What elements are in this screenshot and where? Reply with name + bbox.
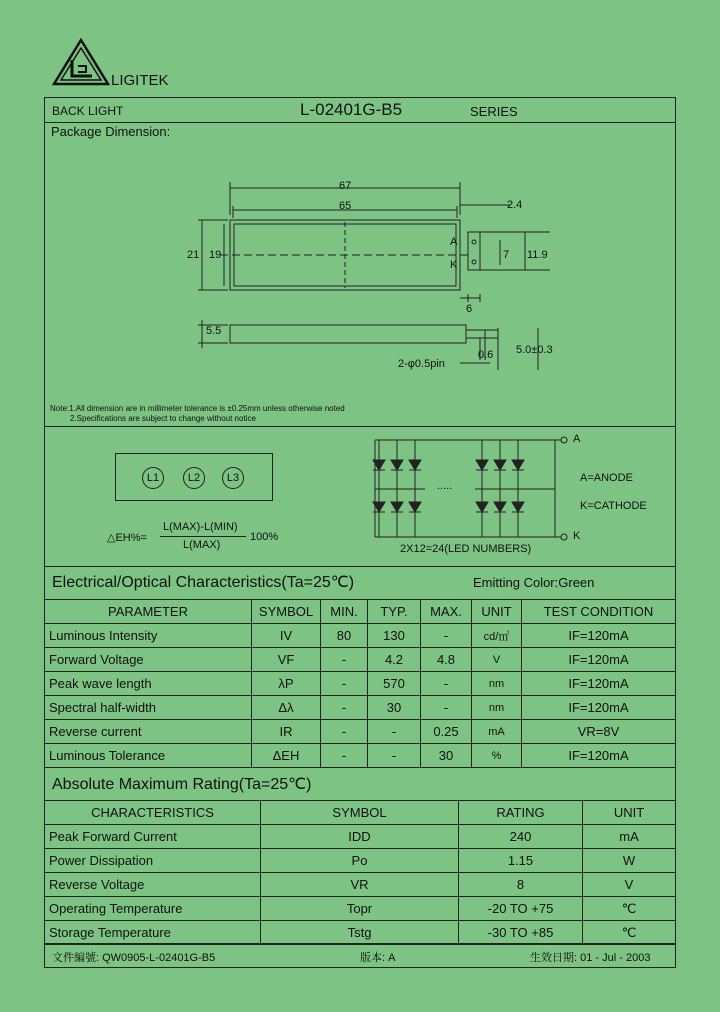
absolute-header-row [45,801,676,825]
max-cell: 30 [421,744,472,768]
cathode-label: K=CATHODE [580,500,647,512]
max-cell: 0.25 [421,720,472,744]
symbol-cell: λP [252,672,321,696]
led-count-label: 2X12=24(LED NUMBERS) [400,543,532,555]
unit-cell: ℃ [583,897,676,921]
param-cell: Luminous Tolerance [45,744,252,768]
brand-name: LIGITEK [111,72,169,89]
symbol-cell: Po [261,849,459,873]
table-row [45,624,676,648]
circuit-dots: ..... [437,480,453,492]
condition-cell: VR=8V [522,720,676,744]
characteristic-cell: Power Dissipation [45,849,261,873]
typ-cell: 30 [368,696,421,720]
note-1: Note:1.All dimension are in millimeter tolerance is ±0.25mm unless otherwise noted [50,404,345,413]
rating-cell: 240 [459,825,583,849]
param-cell: Spectral half-width [45,696,252,720]
rating-cell: 1.15 [459,849,583,873]
condition-cell: IF=120mA [522,624,676,648]
dim-65: 65 [339,200,352,212]
dim-7: 7 [503,249,510,261]
unit-cell: V [583,873,676,897]
package-title: Package Dimension: [51,124,171,139]
typ-cell: 4.2 [368,648,421,672]
min-cell: - [321,720,368,744]
condition-cell: IF=120mA [522,672,676,696]
electrical-title: Electrical/Optical Characteristics(Ta=25℃) [52,574,355,591]
circuit-terminal-k: K [573,530,581,542]
unit-cell: V [472,648,522,672]
characteristic-cell: Operating Temperature [45,897,261,921]
rating-cell: -20 TO +75 [459,897,583,921]
dim-pin: 2-φ0.5pin [398,358,445,370]
table-row [45,897,676,921]
table-row [45,648,676,672]
dim-11-9: 11.9 [527,249,548,261]
condition-cell: IF=120mA [522,696,676,720]
formula-denominator: L(MAX) [183,539,221,551]
unit-cell: nm [472,672,522,696]
table-row [45,672,676,696]
formula-tail: 100% [250,531,279,543]
series-label: SERIES [470,104,518,119]
dim-19: 19 [209,249,222,261]
table-row [45,873,676,897]
condition-cell: IF=120mA [522,744,676,768]
formula-bar [160,536,246,537]
dim-2-4: 2.4 [507,199,523,211]
characteristic-cell: Storage Temperature [45,921,261,945]
min-cell: - [321,696,368,720]
symbol-cell: IV [252,624,321,648]
symbol-cell: IR [252,720,321,744]
unit-cell: % [472,744,522,768]
header-cell: MAX. [421,600,472,624]
ligitek-logo-icon [52,38,110,88]
table-row [45,696,676,720]
dim-5-0: 5.0±0.3 [516,344,553,356]
table-row [45,744,676,768]
param-cell: Luminous Intensity [45,624,252,648]
symbol-cell: Δλ [252,696,321,720]
max-cell: - [421,696,472,720]
typ-cell: 130 [368,624,421,648]
symbol-cell: VR [261,873,459,897]
absolute-title: Absolute Maximum Rating(Ta=25℃) [52,776,312,793]
symbol-cell: ΔEH [252,744,321,768]
min-cell: 80 [321,624,368,648]
electrical-header-row [45,600,676,624]
dim-5-5: 5.5 [206,325,222,337]
formula-numerator: L(MAX)-L(MIN) [163,521,238,533]
formula-lhs: △EH%= [107,532,147,544]
dim-67: 67 [339,180,352,192]
rating-cell: 8 [459,873,583,897]
min-cell: - [321,648,368,672]
unit-cell: nm [472,696,522,720]
led-circuit-diagram [365,432,575,547]
min-cell: - [321,672,368,696]
footer-doc-number: 文件編號: QW0905-L-02401G-B5 [52,952,216,964]
unit-cell: mA [583,825,676,849]
typ-cell: - [368,720,421,744]
terminal-k-label: K [450,259,458,271]
dim-6: 6 [466,303,473,315]
symbol-cell: IDD [261,825,459,849]
param-cell: Peak wave length [45,672,252,696]
header-cell: UNIT [472,600,522,624]
category-label: BACK LIGHT [52,104,124,118]
terminal-a-label: A [450,236,458,248]
max-cell: - [421,672,472,696]
dim-0-6: 0.6 [478,349,494,361]
led-l2: L2 [183,467,205,489]
characteristic-cell: Reverse Voltage [45,873,261,897]
footer-version: 版本: A [360,952,396,964]
footer-date: 生效日期: 01 - Jul - 2003 [530,952,651,964]
header-cell: TYP. [368,600,421,624]
header-cell: TEST CONDITION [522,600,676,624]
anode-label: A=ANODE [580,472,633,484]
part-number: L-02401G-B5 [300,100,403,119]
header-cell: SYMBOL [261,801,459,825]
max-cell: 4.8 [421,648,472,672]
unit-cell: cd/㎡ [472,624,522,648]
unit-cell: W [583,849,676,873]
header-cell: SYMBOL [252,600,321,624]
table-row [45,849,676,873]
emitting-color: Emitting Color:Green [473,575,595,590]
dim-21: 21 [187,249,200,261]
led-l3: L3 [222,467,244,489]
note-2: 2.Specifications are subject to change without notice [70,414,256,423]
symbol-cell: Tstg [261,921,459,945]
table-row [45,825,676,849]
param-cell: Reverse current [45,720,252,744]
header-cell: MIN. [321,600,368,624]
circuit-terminal-a: A [573,433,581,445]
min-cell: - [321,744,368,768]
led-l1: L1 [142,467,164,489]
header-cell: CHARACTERISTICS [45,801,261,825]
electrical-table [44,599,676,768]
param-cell: Forward Voltage [45,648,252,672]
unit-cell: mA [472,720,522,744]
typ-cell: 570 [368,672,421,696]
header-cell: RATING [459,801,583,825]
typ-cell: - [368,744,421,768]
rating-cell: -30 TO +85 [459,921,583,945]
symbol-cell: Topr [261,897,459,921]
condition-cell: IF=120mA [522,648,676,672]
absolute-table [44,800,676,945]
header-cell: UNIT [583,801,676,825]
header-cell: PARAMETER [45,600,252,624]
max-cell: - [421,624,472,648]
table-row [45,921,676,945]
characteristic-cell: Peak Forward Current [45,825,261,849]
table-row [45,720,676,744]
unit-cell: ℃ [583,921,676,945]
symbol-cell: VF [252,648,321,672]
